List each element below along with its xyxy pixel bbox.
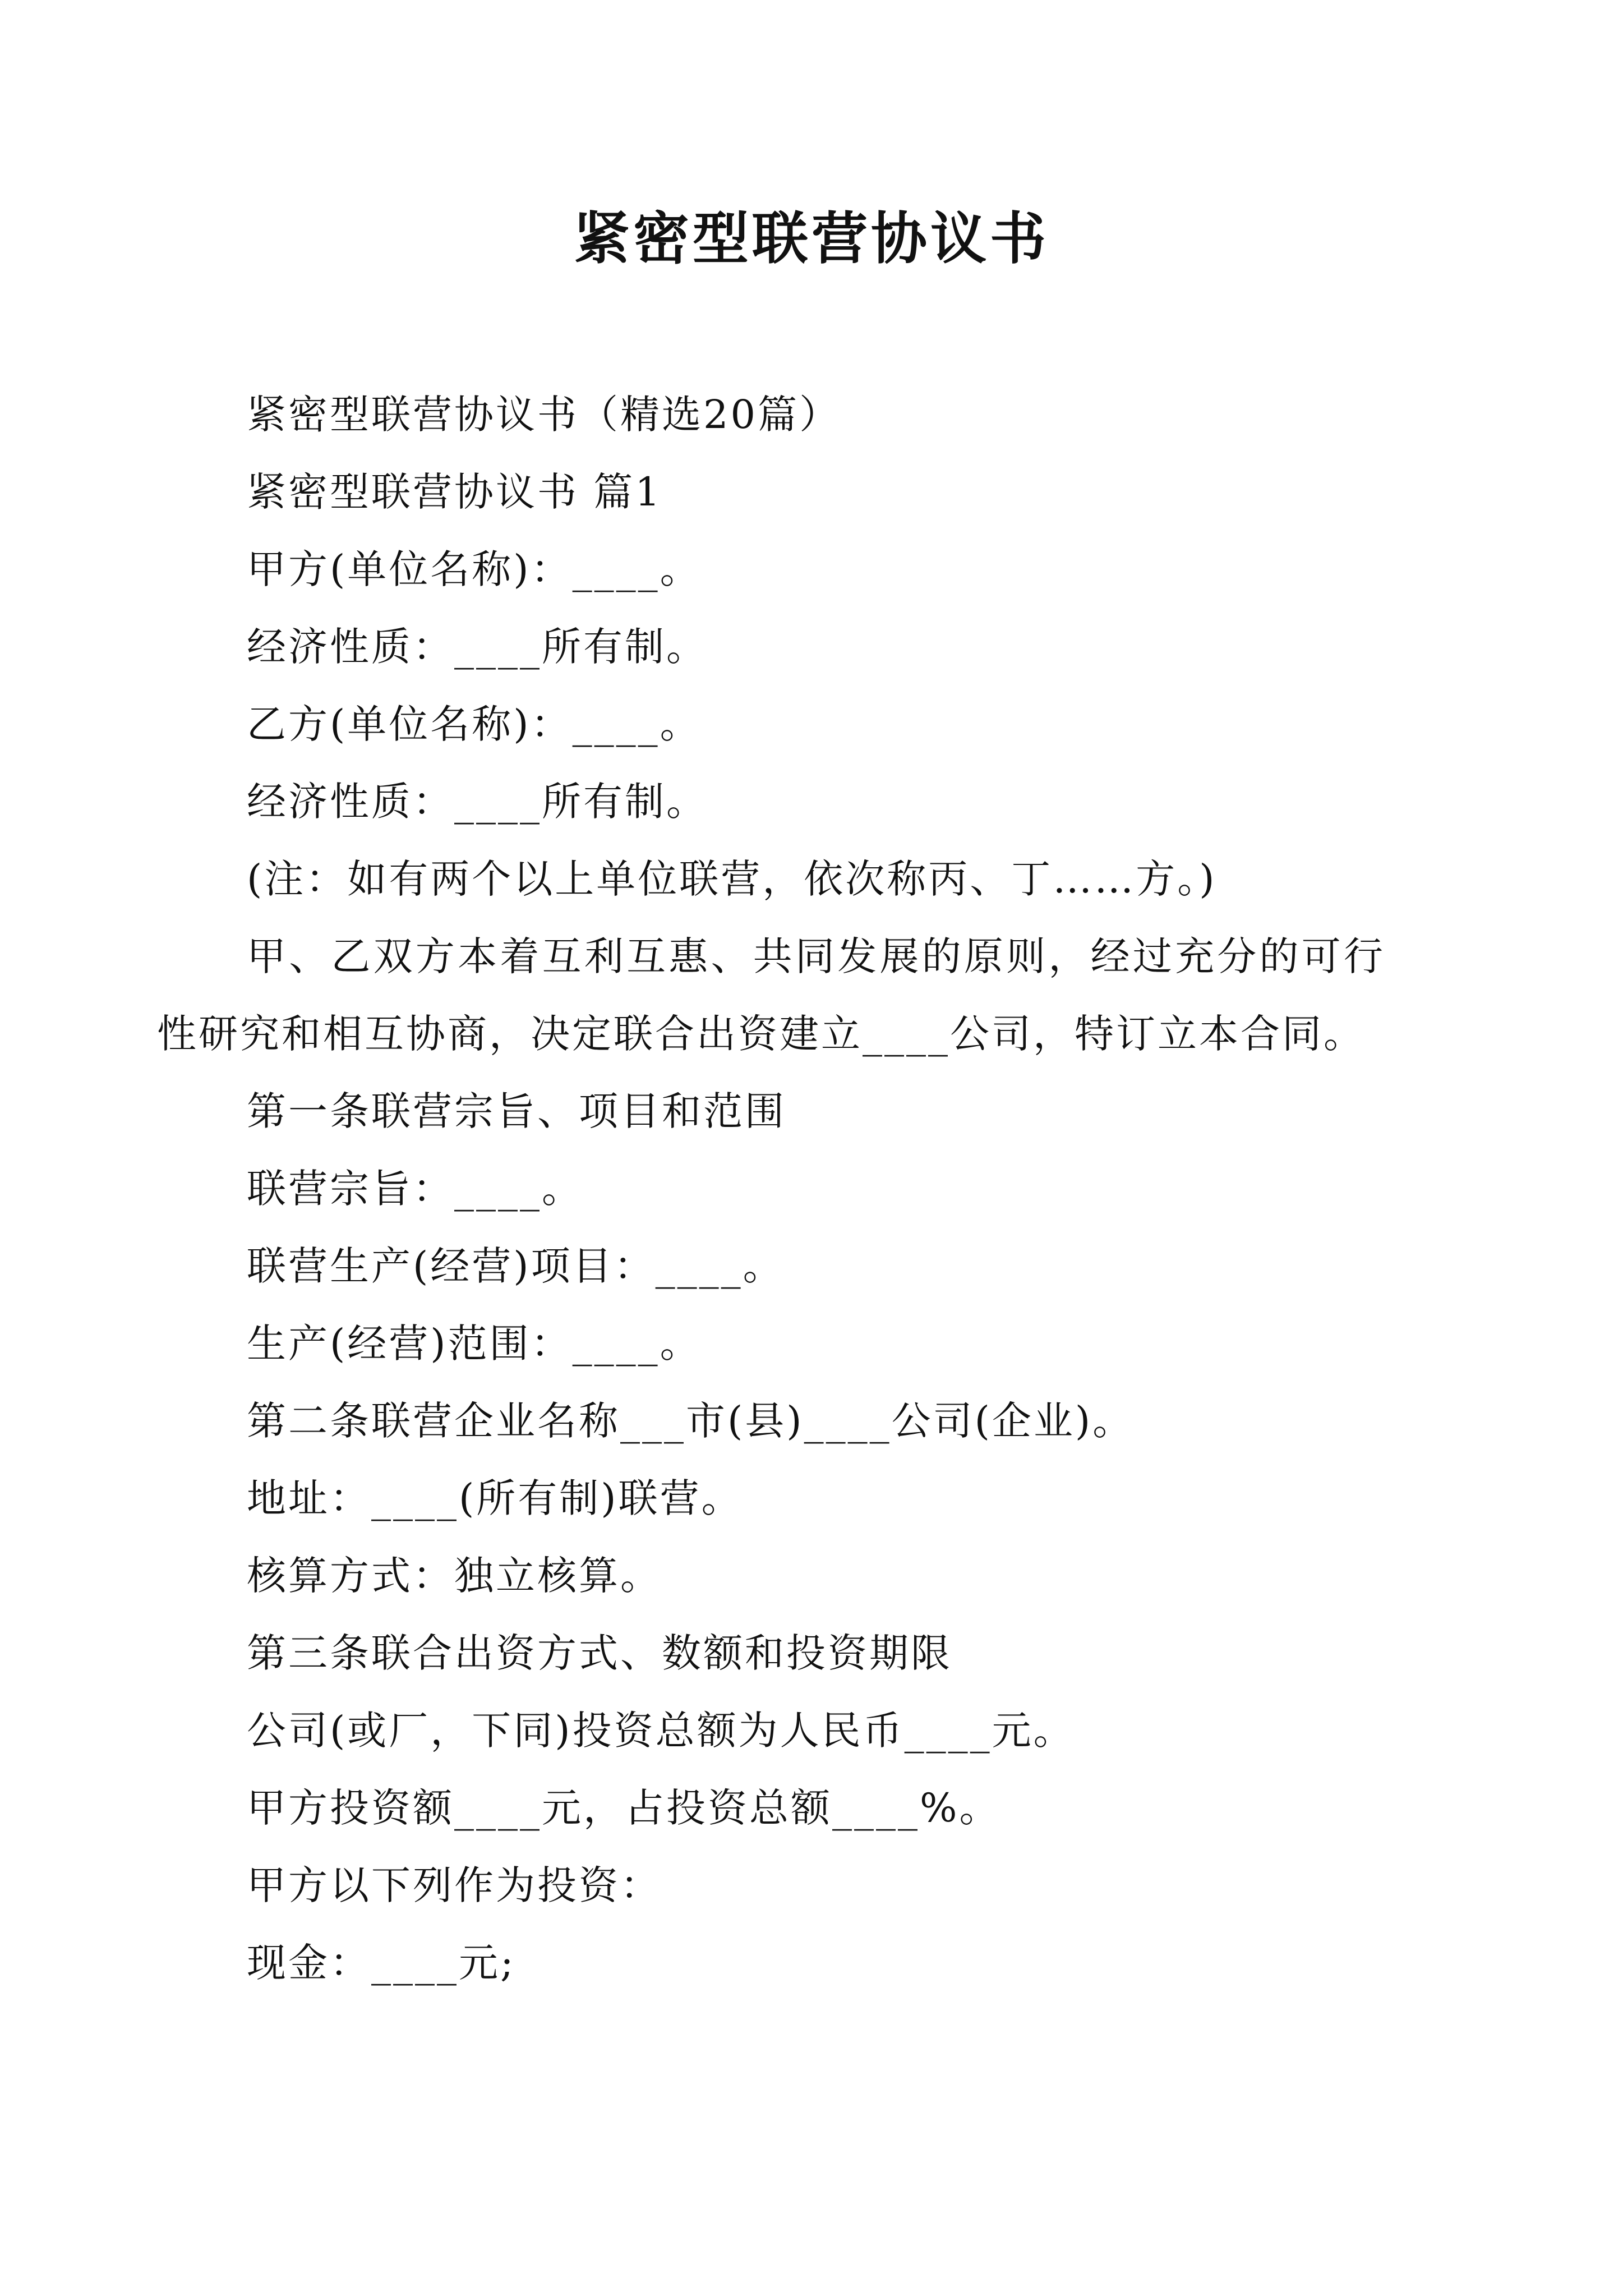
paragraph-article-1: 第一条联营宗旨、项目和范围 xyxy=(247,1088,786,1134)
paragraph-preamble: 甲、乙双方本着互利互惠、共同发展的原则，经过充分的可行性研究和相互协商，决定联合出资建立____公司，特订立本合同。 xyxy=(157,933,1385,1057)
paragraph-party-a: 甲方(单位名称)：____。 xyxy=(247,546,702,592)
document-body xyxy=(157,376,1385,2001)
paragraph-purpose: 联营宗旨：____。 xyxy=(247,1166,583,1212)
paragraph-note: (注：如有两个以上单位联营，依次称丙、丁……方。) xyxy=(247,856,1217,902)
paragraph-cash: 现金：____元; xyxy=(247,1940,516,1986)
paragraph-subtitle: 紧密型联营协议书（精选20篇） xyxy=(247,392,841,438)
paragraph-party-a-nature: 经济性质：____所有制。 xyxy=(247,624,708,670)
paragraph-total-investment: 公司(或厂，下同)投资总额为人民币____元。 xyxy=(247,1708,1075,1754)
paragraph-article-3: 第三条联合出资方式、数额和投资期限 xyxy=(247,1630,952,1676)
paragraph-party-b: 乙方(单位名称)：____。 xyxy=(247,701,702,747)
paragraph-party-b-nature: 经济性质：____所有制。 xyxy=(247,779,708,825)
paragraph-party-a-investment: 甲方投资额____元，占投资总额____%。 xyxy=(247,1785,1001,1831)
paragraph-section-heading: 紧密型联营协议书 篇1 xyxy=(247,469,662,515)
paragraph-party-a-items: 甲方以下列作为投资： xyxy=(247,1862,662,1908)
paragraph-accounting: 核算方式：独立核算。 xyxy=(247,1553,662,1599)
paragraph-address: 地址：____(所有制)联营。 xyxy=(247,1475,743,1521)
paragraph-scope: 生产(经营)范围：____。 xyxy=(247,1320,702,1366)
document-title: 紧密型联营协议书 xyxy=(574,205,1049,272)
paragraph-project: 联营生产(经营)项目：____。 xyxy=(247,1243,785,1289)
paragraph-article-2: 第二条联营企业名称___市(县)____公司(企业)。 xyxy=(247,1398,1135,1444)
